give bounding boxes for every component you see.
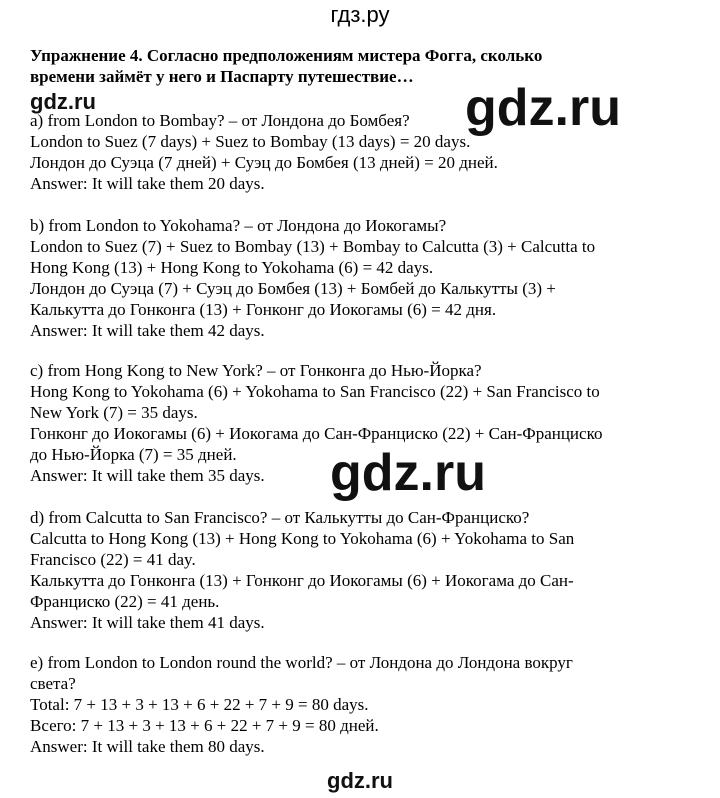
watermark-large: gdz.ru [465, 79, 621, 137]
section-c-line-en-2: New York (7) = 35 days. [30, 403, 198, 422]
section-d-line-en-1: Calcutta to Hong Kong (13) + Hong Kong to Yokohama (6) + Yokohama to San [30, 529, 575, 548]
section-a-question: a) from London to Bombay? – от Лондона до Бомбея? [30, 111, 410, 130]
watermark-small: gdz.ru [30, 89, 96, 114]
section-c-line-en-1: Hong Kong to Yokohama (6) + Yokohama to San Francisco (22) + San Francisco to [30, 382, 600, 401]
section-b-line-ru-1: Лондон до Суэца (7) + Суэц до Бомбея (13) + Бомбей до Калькутты (3) + [30, 279, 556, 298]
section-e-total-ru: Всего: 7 + 13 + 3 + 13 + 6 + 22 + 7 + 9 = 80 дней. [30, 716, 379, 735]
section-b-line-en-1: London to Suez (7) + Suez to Bombay (13) + Bombay to Calcutta (3) + Calcutta to [30, 237, 596, 256]
site-header: гдз.ру [330, 2, 390, 27]
section-e-question-cont: света? [30, 674, 76, 693]
section-a-line-en: London to Suez (7 days) + Suez to Bombay (13 days) = 20 days. [30, 132, 471, 151]
section-b-question: b) from London to Yokohama? – от Лондона до Иокогамы? [30, 216, 447, 235]
section-b-line-ru-2: Калькутта до Гонконга (13) + Гонконг до Иокогамы (6) = 42 дня. [30, 300, 497, 319]
watermark-middle: gdz.ru [330, 444, 486, 502]
section-e-answer: Answer: It will take them 80 days. [30, 737, 265, 756]
section-e-total-en: Total: 7 + 13 + 3 + 13 + 6 + 22 + 7 + 9 = 80 days. [30, 695, 369, 714]
section-c-line-ru-1: Гонконг до Иокогамы (6) + Иокогама до Сан-Франциско (22) + Сан-Франциско [30, 424, 603, 443]
section-b-answer: Answer: It will take them 42 days. [30, 321, 265, 340]
section-c-answer: Answer: It will take them 35 days. [30, 466, 265, 485]
section-c-question: c) from Hong Kong to New York? – от Гонконга до Нью-Йорка? [30, 361, 482, 380]
section-d-line-ru-1: Калькутта до Гонконга (13) + Гонконг до Иокогамы (6) + Иокогама до Сан- [30, 571, 574, 590]
section-a-line-ru: Лондон до Суэца (7 дней) + Суэц до Бомбея (13 дней) = 20 дней. [30, 153, 498, 172]
section-d-line-ru-2: Франциско (22) = 41 день. [30, 592, 220, 611]
section-c-line-ru-2: до Нью-Йорка (7) = 35 дней. [30, 445, 237, 464]
section-d-answer: Answer: It will take them 41 days. [30, 613, 265, 632]
title-line-2: времени займёт у него и Паспарту путешествие… [30, 67, 414, 86]
section-d-question: d) from Calcutta to San Francisco? – от Калькутты до Сан-Франциско? [30, 508, 530, 527]
section-b-line-en-2: Hong Kong (13) + Hong Kong to Yokohama (6) = 42 days. [30, 258, 434, 277]
section-d-line-en-2: Francisco (22) = 41 day. [30, 550, 196, 569]
section-a-answer: Answer: It will take them 20 days. [30, 174, 265, 193]
watermark-bottom: gdz.ru [327, 768, 393, 793]
section-e-question: e) from London to London round the world? – от Лондона до Лондона вокруг [30, 653, 573, 672]
title-line-1: Упражнение 4. Согласно предположениям мистера Фогга, сколько [30, 46, 543, 65]
